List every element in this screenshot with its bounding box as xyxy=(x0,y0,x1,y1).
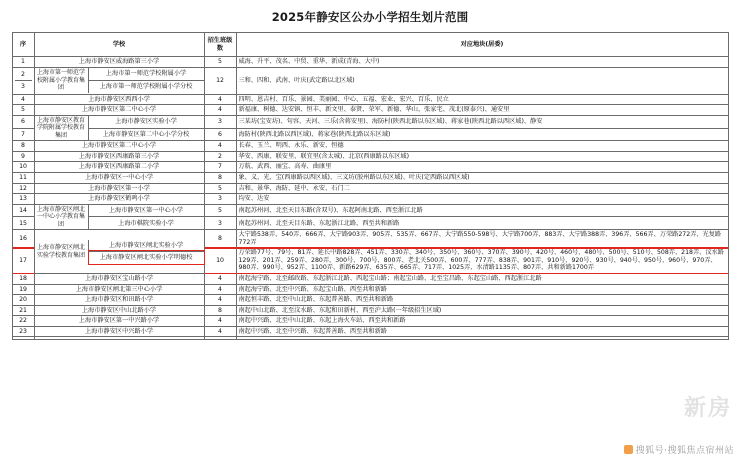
cell-school-2: 上海市第一师范学校附属小学分校 xyxy=(89,80,204,93)
cell-class-count: 3 xyxy=(204,115,236,128)
cell-area: 三和、四和、武南、叶庆(武定路以北区域) xyxy=(236,67,728,94)
table-row xyxy=(12,57,728,68)
table-row xyxy=(12,151,728,162)
cell-area: 南起中兴路、北至中兴路、东起普善路、西至共和新路 xyxy=(236,326,728,337)
cell-class-count: 4 xyxy=(204,326,236,337)
cell-class-count: 4 xyxy=(204,141,236,152)
cell-school-2: 上海市棋院实验小学 xyxy=(89,216,204,229)
cell-seq: 18 xyxy=(12,274,34,285)
cell-area: 南起海宁路、北至邮政路、东起浙江北路、西起宝山路；南起宝山路、北至宝昌路、东起宝山路、西起浙江北路 xyxy=(236,274,728,285)
cell-school: 上海市静安区第一中心小学 xyxy=(108,206,184,214)
cell-seq: 19 xyxy=(12,284,34,295)
cell-school: 上海市第一师范学校附属小学 xyxy=(105,70,187,78)
cell-class-count: 3 xyxy=(204,217,236,230)
page-title: 2025年静安区公办小学招生划片范围 xyxy=(271,10,469,24)
cell-area: 华安、西康、联安里、联宜里(含太城)、北京(西康路以东区域) xyxy=(236,151,728,162)
cell-school-highlighted: 上海市静安区闸北实验小学明德校 xyxy=(89,251,204,264)
table-row xyxy=(12,105,728,116)
cell-seq-value-2: 3 xyxy=(15,80,32,93)
cell-area: 南起苏州河、北至天目东路(含双号)、东起阿南北路、西至浙江北路 xyxy=(236,204,728,217)
cell-seq: 9 xyxy=(12,151,34,162)
table-header-row xyxy=(12,33,728,57)
table-row xyxy=(12,162,728,173)
cell-class-count: 5 xyxy=(204,183,236,194)
cell-seq: 10 xyxy=(12,162,34,173)
cell-school: 上海市静安区鹤鸣小学 xyxy=(34,194,204,205)
cell-class-count: 8 xyxy=(204,305,236,316)
cell-school: 上海市静安区中兴路小学 xyxy=(34,326,204,337)
cell-seq-value: 2 xyxy=(21,70,25,78)
cell-school: 上海市静安区第一中兴路小学 xyxy=(34,316,204,327)
cell-seq-value: 17 xyxy=(19,256,27,264)
cell-area: 南起中兴路、北至中山北路、东起上海火车站、西至共和新路 xyxy=(236,316,728,327)
group-label: 上海市静安区闸北一中心小学教育集团 xyxy=(35,205,89,230)
table-row xyxy=(12,284,728,295)
cell-class-count: 4 xyxy=(204,105,236,116)
cell-class-count: 5 xyxy=(204,57,236,68)
cell-school: 上海市静安区宝山路小学 xyxy=(34,274,204,285)
table-row xyxy=(12,204,728,217)
cell-class-count: 4 xyxy=(204,94,236,105)
table-row xyxy=(12,173,728,184)
cell-class-count xyxy=(204,248,236,274)
cell-area: 长春、玉兰、明西、永乐、新安、恒德 xyxy=(236,141,728,152)
cell-class-count xyxy=(204,337,236,340)
cell-seq: 8 xyxy=(12,141,34,152)
table-row xyxy=(12,316,728,327)
cell-seq: 21 xyxy=(12,305,34,316)
cell-area: 南起中山北路、北至汶水路、东起和田新村、西至沪太路(一年级招生区域) xyxy=(236,305,728,316)
table-row xyxy=(12,67,728,94)
cell-seq: 1 xyxy=(12,57,34,68)
cell-area xyxy=(236,337,728,340)
cell-school: 上海市静安区西西小学 xyxy=(34,94,204,105)
watermark-large: 新房 xyxy=(683,396,732,421)
cell-seq: 7 xyxy=(12,128,34,141)
cell-school: 上海市静安区闸北实验小学 xyxy=(108,241,184,249)
cell-class-count: 2 xyxy=(204,151,236,162)
group-label: 上海市静安区教育学院附属学校教育集团 xyxy=(35,116,89,141)
group-label: 上海市静安区闸北实验学校教育集团 xyxy=(35,240,89,264)
cell-area xyxy=(236,248,728,274)
cell-school: 上海市静安区西康路第二小学 xyxy=(34,162,204,173)
enrollment-table xyxy=(12,32,729,340)
highlight-line-top xyxy=(13,247,34,249)
cell-seq: 22 xyxy=(12,316,34,327)
cell-school: 上海市静安区实验小学 xyxy=(115,117,177,125)
cell-seq: 20 xyxy=(12,295,34,306)
table-row xyxy=(12,194,728,205)
cell-area: 吉和、景华、海防、延中、永安、石门二 xyxy=(236,183,728,194)
table-row xyxy=(12,326,728,337)
cell-class-count: 3 xyxy=(204,194,236,205)
cell-class-count: 12 xyxy=(204,67,236,94)
cell-area: 象、义、光、宝(西康路以西区域)、三义坊(胶州路以东区域)、叶庆(定西路以西区域) xyxy=(236,173,728,184)
cell-school: 上海市静安区一中心小学 xyxy=(34,173,204,184)
cell-class-count: 4 xyxy=(204,316,236,327)
cell-area: 三某坊(宝安坊)、句容、天河、三乐(含蒋安里)、海防村(陕西北路以东区域)、蒋家巷(陕西北路以西区域)、静安 xyxy=(236,115,728,128)
cell-seq xyxy=(12,248,34,274)
cell-school-2: 上海市静安区第二中心小学分校 xyxy=(89,128,204,141)
cell-class-count: 4 xyxy=(204,295,236,306)
cell-school: 上海市静安区第二中心小学 xyxy=(34,141,204,152)
cell-seq: 14 xyxy=(12,204,34,217)
table-row xyxy=(12,115,728,128)
cell-area: 大宁路538弄、540弄、666弄、大宁路903弄、905弄、535弄、667弄、大宁路550-598号、大宁路700弄、883弄、大宁路388弄、396弄、566弄、万荣路272弄、光复路772弄 xyxy=(236,230,728,248)
highlight-line-bottom xyxy=(13,273,34,275)
column-header-school: 学校 xyxy=(34,33,204,57)
column-header-area: 对应地块(居委) xyxy=(236,33,728,57)
cell-area-value: 万荣路77号、79号、81弄、延长中路828弄、451弄、330弄、340号、350号、360号、370弄、390号、420号、460号、480号、500号、510号、508弄、218弄、汶水路129弄、201弄、259弄、280弄、300号、700号、800弄、老北关500弄、600弄、777弄、838弄、901弄、910号、920号、930号、940号、950号、960号、970弄、980弄、990号、952弄、1100弄、新路629弄、635弄、665弄、717弄、1025弄、水清路1135弄、807弄、共和新路1700弄 xyxy=(238,249,724,272)
cell-seq: 4 xyxy=(12,94,34,105)
cell-area: 万航、武西、丽宝、高寿、曲康里 xyxy=(236,162,728,173)
cell-class-count: 6 xyxy=(204,128,236,141)
cell-seq: 23 xyxy=(12,326,34,337)
column-header-seq: 序 xyxy=(12,33,34,57)
watermark-text: 搜狐号·搜狐焦点宿州站 xyxy=(635,446,734,456)
table-row xyxy=(12,305,728,316)
cell-seq: 16 xyxy=(12,230,34,248)
table-row xyxy=(12,295,728,306)
table-row xyxy=(12,337,728,340)
cell-seq: 6 xyxy=(12,115,34,128)
cell-school: 上海市静安区和田路小学 xyxy=(34,295,204,306)
cell-area: 南起海宁路、北至中兴路、东起宝山路、西至共和新路 xyxy=(236,284,728,295)
cell-school: 上海市静安区闸北第三中心小学 xyxy=(34,284,204,295)
cell-class-count: 8 xyxy=(204,230,236,248)
cell-seq: 15 xyxy=(12,217,34,230)
cell-seq: 13 xyxy=(12,194,34,205)
cell-seq: 12 xyxy=(12,183,34,194)
cell-school-group xyxy=(34,204,204,230)
cell-area: 南起恒丰路、北至中山北路、东起普善路、西至共和新路 xyxy=(236,295,728,306)
cell-area: 南起苏州河、北至天目东路、东起浙江北路、西至共和新路 xyxy=(236,217,728,230)
cell-class-count: 4 xyxy=(204,284,236,295)
highlight-line-bottom xyxy=(205,273,236,275)
watermark xyxy=(624,443,734,456)
cell-school: 上海市静安区西康路第三小学 xyxy=(34,151,204,162)
cell-seq: 11 xyxy=(12,173,34,184)
column-header-class-count: 招生班级数 xyxy=(204,33,236,57)
cell-school: 上海市静安区第一小学 xyxy=(34,183,204,194)
table-row xyxy=(12,183,728,194)
cell-class-count: 4 xyxy=(204,274,236,285)
highlight-line-top xyxy=(205,247,236,249)
cell-school-group xyxy=(34,67,204,94)
cell-class-count: 8 xyxy=(204,173,236,184)
sohu-logo-icon xyxy=(624,445,633,454)
cell-school: 上海市静安区威海路第三小学 xyxy=(34,57,204,68)
cell-area: 四明、恩吉村、百乐、景园、美丽园、中心、五福、宏业、宏兴、百乐、民立 xyxy=(236,94,728,105)
cell-school-group xyxy=(34,230,204,274)
cell-seq xyxy=(12,337,34,340)
cell-area: 海防村(陕西北路以西区域)、蒋家巷(陕西北路以东区域) xyxy=(236,128,728,141)
cell-school: 上海市静安区中山北路小学 xyxy=(34,305,204,316)
table-row xyxy=(12,94,728,105)
cell-area: 威海、升平、茂名、中贸、重华、新成(青海、大中) xyxy=(236,57,728,68)
cell-school-group xyxy=(34,115,204,141)
cell-seq xyxy=(12,67,34,94)
cell-class-count: 5 xyxy=(204,204,236,217)
cell-class-count: 7 xyxy=(204,162,236,173)
highlight-line-top xyxy=(237,247,728,249)
group-label: 上海市第一师范学校附属小学教育集团 xyxy=(35,68,89,93)
cell-school: 上海市静安区第二中心小学 xyxy=(34,105,204,116)
cell-seq: 5 xyxy=(12,105,34,116)
cell-school xyxy=(34,337,204,340)
table-row xyxy=(12,141,728,152)
highlight-line-bottom xyxy=(237,273,728,275)
table-row xyxy=(12,274,728,285)
cell-area: 新福康、树德、达安镇、恒丰、新文里、泰贤、荣军、新德、华山、张家宅、茂北(原泰兴)、通安里 xyxy=(236,105,728,116)
table-row xyxy=(12,230,728,248)
cell-class-count-value: 10 xyxy=(216,256,224,264)
cell-area: 均安、达安 xyxy=(236,194,728,205)
